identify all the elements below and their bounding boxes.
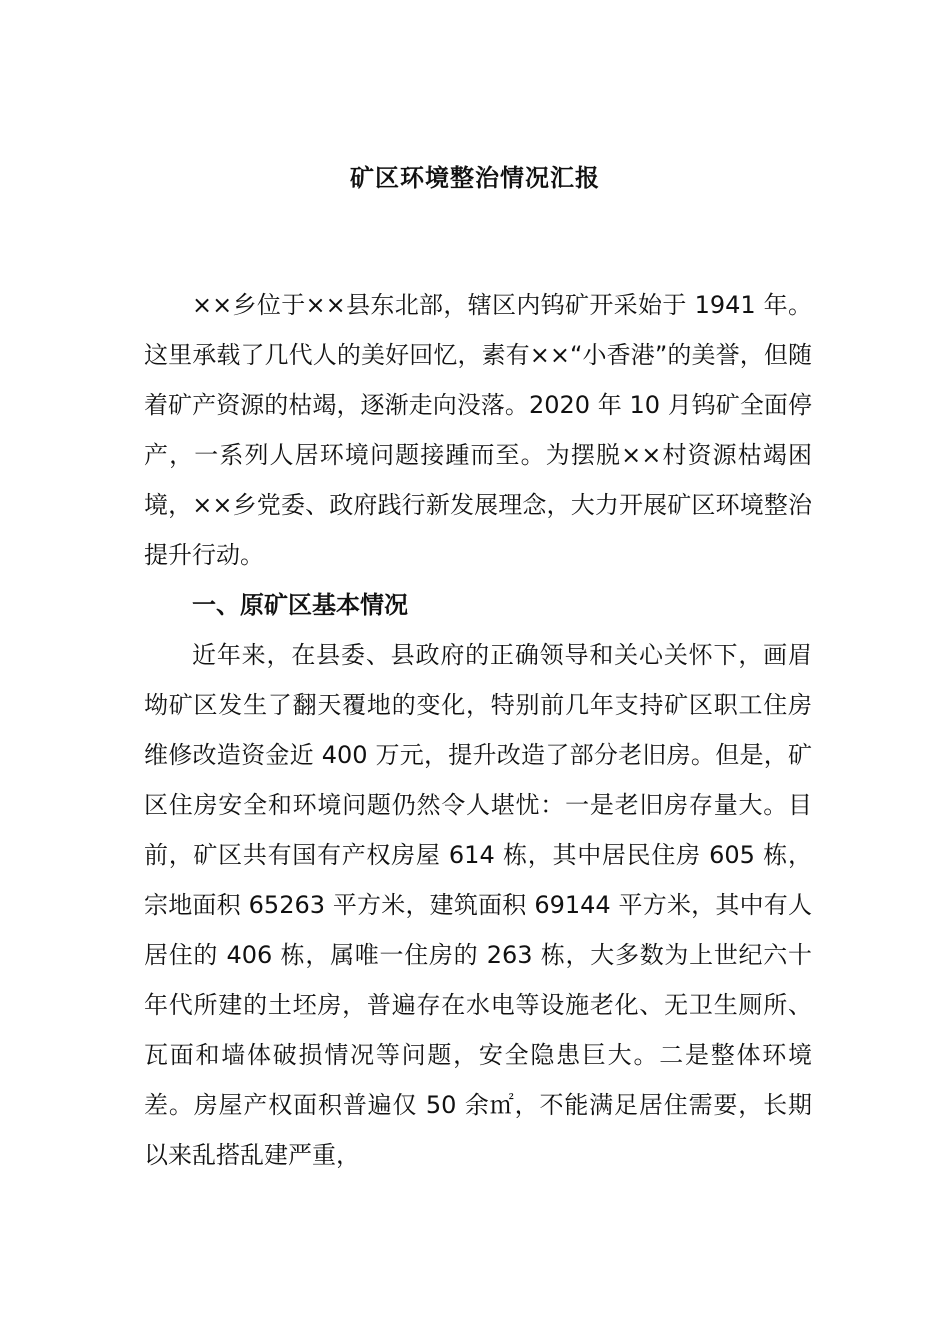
document-body <box>144 280 812 1180</box>
intro-paragraph: ××乡位于××县东北部，辖区内钨矿开采始于 1941 年。这里承载了几代人的美好回忆，素有××“小香港”的美誉，但随着矿产资源的枯竭，逐渐走向没落。2020 年 10 月钨矿全面停产，一系列人居环境问题接踵而至。为摆脱××村资源枯竭困境，××乡党委、政府践行新发展理念，大力开展矿区环境整治提升行动。 <box>144 291 812 569</box>
document-title: 矿区环境整治情况汇报 <box>350 164 600 192</box>
section-paragraph: 近年来，在县委、县政府的正确领导和关心关怀下，画眉坳矿区发生了翻天覆地的变化，特别前几年支持矿区职工住房维修改造资金近 400 万元，提升改造了部分老旧房。但是，矿区住房安全和环境问题仍然令人堪忧：一是老旧房存量大。目前，矿区共有国有产权房屋 614 栋，其中居民住房 605 栋，宗地面积 65263 平方米，建筑面积 69144 平方米，其中有人居住的 406 栋，属唯一住房的 263 栋，大多数为上世纪六十年代所建的土坯房，普遍存在水电等设施老化、无卫生厕所、瓦面和墙体破损情况等问题，安全隐患巨大。二是整体环境差。房屋产权面积普遍仅 50 余㎡，不能满足居住需要，长期以来乱搭乱建严重， <box>144 641 812 1169</box>
section-heading: 一、原矿区基本情况 <box>192 591 408 619</box>
